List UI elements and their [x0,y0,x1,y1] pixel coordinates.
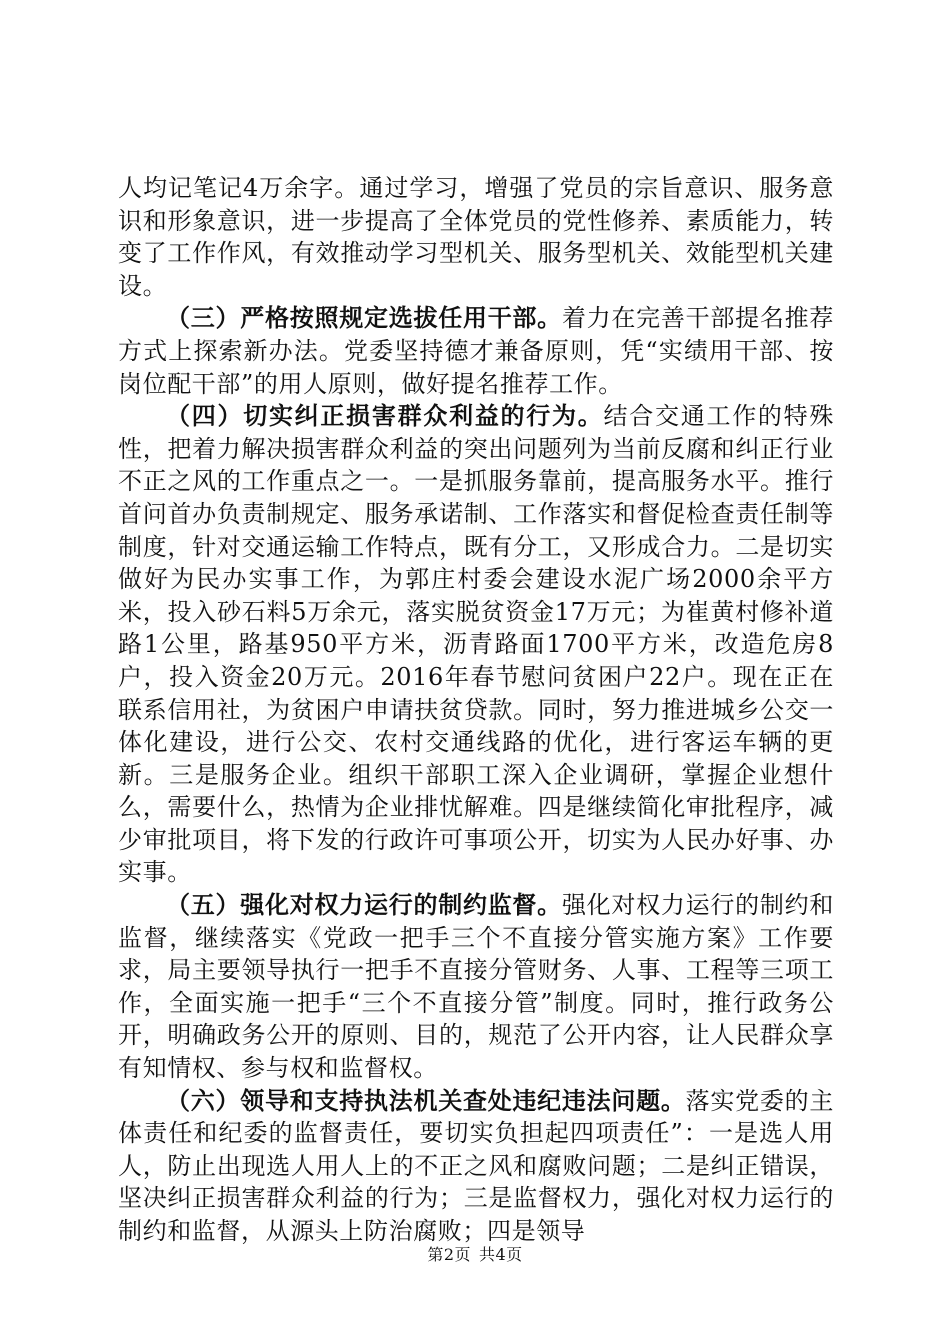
paragraph-text: 落实党委的主体责任和纪委的监督责任，要切实负担起四项责任”：一是选人用人，防止出现选人用人上的不正之风和腐败问题；二是纠正错误，坚决纠正损害群众利益的行为；三是监督权力，强化对权力运行的制约和监督，从源头上防治腐败；四是领导 [118,1086,834,1245]
paragraph-section-6 [118,1085,834,1248]
section-heading: （四）切实纠正损害群众利益的行为。 [166,401,604,431]
section-heading: （五）强化对权力运行的制约监督。 [166,890,562,920]
paragraph-text: 人均记笔记4万余字。通过学习，增强了党员的宗旨意识、服务意识和形象意识，进一步提高了全体党员的党性修养、素质能力，转变了工作作风，有效推动学习型机关、服务型机关、效能型机关建设。 [118,174,834,300]
page-footer [0,1242,950,1265]
page-total: 共4页 [479,1245,523,1264]
paragraph-section-3 [118,302,834,400]
paragraph-text: 结合交通工作的特殊性，把着力解决损害群众利益的突出问题列为当前反腐和纠正行业不正之风的工作重点之一。一是抓服务靠前，提高服务水平。推行首问首办负责制规定、服务承诺制、工作落实和督促检查责任制等制度，针对交通运输工作特点，既有分工，又形成合力。二是切实做好为民办实事工作，为郭庄村委会建设水泥广场2000余平方米，投入砂石料5万余元，落实脱贫资金17万元；为崔黄村修补道路1公里，路基950平方米，沥青路面1700平方米，改造危房8户，投入资金20万元。2016年春节慰问贫困户22户。现在正在联系信用社，为贫困户申请扶贫贷款。同时，努力推进城乡公交一体化建设，进行公交、农村交通线路的优化，进行客运车辆的更新。三是服务企业。组织干部职工深入企业调研，掌握企业想什么，需要什么，热情为企业排忧解难。四是继续简化审批程序，减少审批项目，将下发的行政许可事项公开，切实为人民办好事、办实事。 [118,402,834,887]
page-number: 第2页 [427,1245,471,1264]
paragraph-continuation [118,172,834,302]
paragraph-section-4 [118,400,834,889]
paragraph-section-5 [118,889,834,1085]
paragraph-text: 着力在完善干部提名推荐方式上探索新办法。党委坚持德才兼备原则，凭“实绩用干部、按岗位配干部”的用人原则，做好提名推荐工作。 [118,304,834,398]
document-body [118,172,834,1248]
paragraph-text: 强化对权力运行的制约和监督，继续落实《党政一把手三个不直接分管实施方案》工作要求，局主要领导执行一把手不直接分管财务、人事、工程等三项工作，全面实施一把手“三个不直接分管”制度。同时，推行政务公开，明确政务公开的原则、目的，规范了公开内容，让人民群众享有知情权、参与权和监督权。 [118,891,834,1083]
section-heading: （三）严格按照规定选拔任用干部。 [166,303,562,333]
section-heading: （六）领导和支持执法机关查处违纪违法问题。 [166,1085,686,1115]
